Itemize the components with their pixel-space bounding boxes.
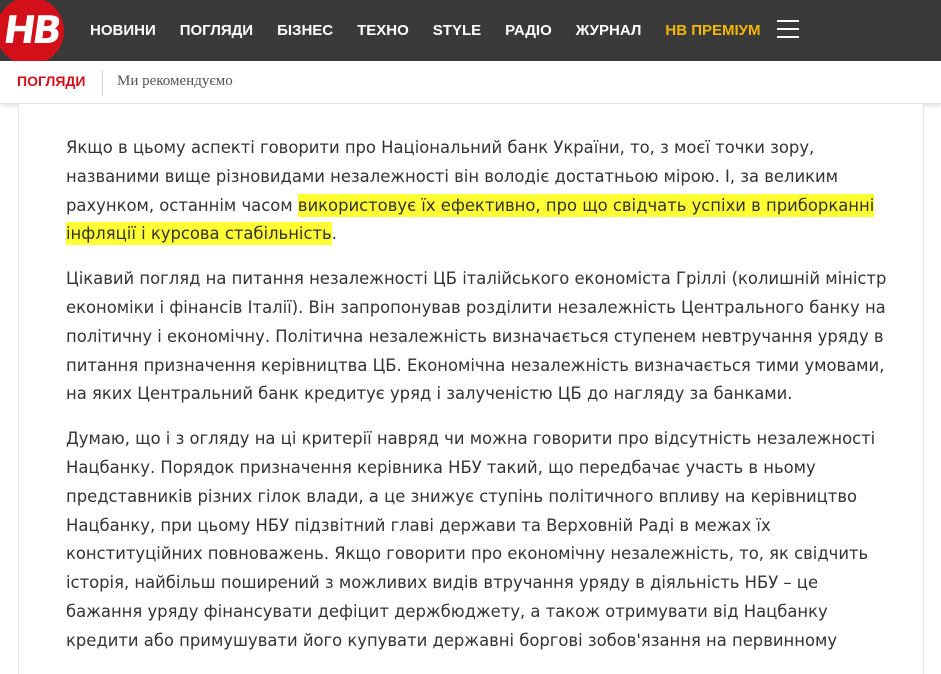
nav-item-style[interactable]: STYLE [432, 22, 482, 39]
nav-item-tech[interactable]: ТЕХНО [357, 22, 409, 39]
hamburger-menu-icon[interactable] [777, 20, 799, 40]
nav-item-news[interactable]: НОВИНИ [90, 22, 156, 39]
main-nav [90, 0, 785, 61]
nav-item-radio[interactable]: РАДІО [505, 22, 552, 39]
highlighted-text: використовує їх ефективно, про що свідчать успіхи в приборканні інфляції і курсова стабільність [66, 195, 875, 244]
section-bar [0, 61, 941, 104]
section-link-opinions[interactable]: ПОГЛЯДИ [17, 73, 86, 89]
logo-text: НВ [0, 8, 62, 52]
section-divider [102, 70, 103, 96]
recommended-link[interactable]: Ми рекомендуємо [117, 73, 233, 89]
nav-item-opinions[interactable]: ПОГЛЯДИ [179, 22, 254, 39]
paragraph-text: Якщо в цьому аспекті говорити про Національний банк України, то, з моєї точки зору, названими вище різновидами незалежності він володіє достатньою мірою. І, за великим рахунком, останнім часом [66, 138, 839, 215]
article-paragraph [66, 134, 896, 249]
site-logo[interactable] [0, 0, 72, 61]
nav-item-premium[interactable]: НВ ПРЕМІУМ [665, 22, 761, 39]
top-navigation-bar [0, 0, 941, 61]
article-body [66, 134, 896, 672]
article-paragraph: Думаю, що і з огляду на ці критерії навряд чи можна говорити про відсутність незалежності Нацбанку. Порядок призначення керівника НБУ такий, що передбачає участь в ньому представників різних гілок влади, а це знижує ступінь політичного впливу на керівництво Нацбанку, при цьому НБУ підзвітний главі держави та Верховній Раді в межах їх конституційних повноважень. Якщо говорити про економічну незалежність, то, як свідчить історія, найбільш поширений з можливих видів втручання уряду в діяльність НБУ – це бажання уряду фінансувати дефіцит держбюджету, а також отримувати від Нацбанку кредити або примушувати його купувати державні боргові зобов'язання на первинному [66, 429, 876, 650]
article-paragraph: Цікавий погляд на питання незалежності ЦБ італійського економіста Гріллі (колишній міністр економіки і фінансів Італії). Він запропонував розділити незалежність Центрального банку на політичну і економічну. Політична незалежність визначається ступенем невтручання уряду в питання призначення керівництва ЦБ. Економічна незалежність визначається тими умовами, на яких Центральний банк кредитує уряд і залученістю ЦБ до нагляду за банками. [66, 269, 887, 404]
nav-item-business[interactable]: БІЗНЕС [277, 22, 334, 39]
paragraph-text: . [331, 224, 337, 244]
nav-item-magazine[interactable]: ЖУРНАЛ [575, 22, 642, 39]
